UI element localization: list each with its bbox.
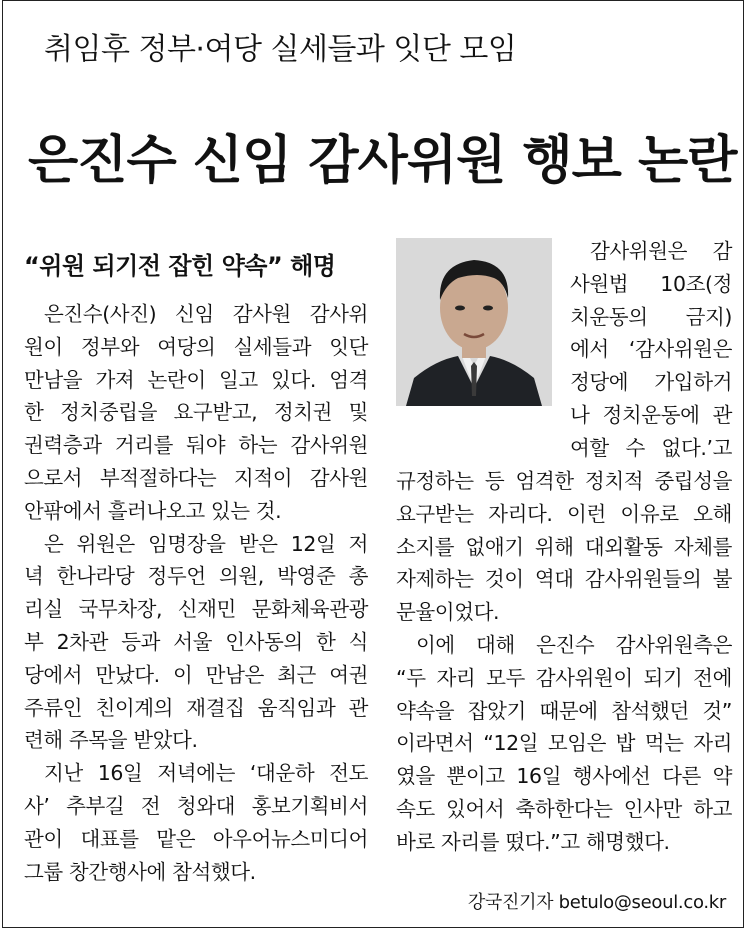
paragraph-line: 약속을 잡았기 때문에 참석했던 것” (396, 698, 732, 723)
paragraph-line: 으로서 부적절하다는 지적이 감사원 (24, 465, 368, 490)
subheadline: 취임후 정부·여당 실세들과 잇단 모임 (44, 32, 517, 67)
paragraph-line: 사원법 10조(정 (570, 271, 732, 296)
paragraph-line: 주류인 친이계의 재결집 움직임과 관 (24, 695, 368, 720)
paragraph-line: 그룹 창간행사에 참석했다. (24, 859, 256, 884)
paragraph-line: 안팎에서 흘러나오고 있는 것. (24, 498, 282, 523)
paragraph-line: 당에서 만났다. 이 만남은 최근 여권 (24, 662, 368, 687)
paragraph-line: 은진수(사진) 신임 감사원 감사위 (44, 302, 368, 326)
paragraph-line: “두 자리 모두 감사위원이 되기 전에 (396, 665, 732, 690)
paragraph-line: 나 정치운동에 관 (570, 402, 732, 427)
paragraph-line: 소지를 없애기 위해 대외활동 자체를 (396, 534, 732, 559)
paragraph-line: 지난 16일 저녁에는 ‘대운하 전도 (44, 761, 368, 786)
paragraph-line: 련해 주목을 받았다. (24, 728, 198, 753)
paragraph-line: 만남을 가져 논란이 일고 있다. 엄격 (24, 367, 368, 392)
paragraph-line: 이에 대해 은진수 감사위원측은 (416, 632, 732, 657)
paragraph-line: 이라면서 “12일 모임은 밥 먹는 자리 (396, 731, 732, 756)
paragraph-line: 녁 한나라당 정두언 의원, 박영준 총 (24, 564, 368, 589)
right-column-top (570, 235, 732, 465)
paragraph-line: 정당에 가입하거 (570, 370, 732, 395)
paragraph-line: 원이 정부와 여당의 실세들과 잇단 (24, 334, 368, 359)
paragraph-line: 감사위원은 감 (590, 239, 732, 263)
left-column (24, 298, 368, 888)
section-heading: “위원 되기전 잡힌 약속” 해명 (24, 252, 336, 280)
paragraph-line: 바로 자리를 떴다.”고 해명했다. (396, 829, 670, 854)
right-column-bottom (396, 465, 732, 859)
paragraph-line: 치운동의 금지) (570, 304, 732, 329)
paragraph-line: 에서 ‘감사위원은 (570, 337, 732, 362)
paragraph-line: 부 2차관 등과 서울 인사동의 한 식 (24, 629, 368, 654)
portrait-photo (396, 238, 552, 406)
paragraph-line: 속도 있어서 축하한다는 인사만 하고 (396, 796, 732, 821)
paragraph-line: 사’ 추부길 전 청와대 홍보기획비서 (24, 793, 368, 818)
paragraph-line: 여할 수 없다.’고 (570, 435, 732, 460)
paragraph-line: 문율이었다. (396, 600, 500, 625)
paragraph-line: 리실 국무차장, 신재민 문화체육관광 (24, 597, 368, 622)
paragraph-line: 였을 뿐이고 16일 행사에선 다른 약 (396, 764, 732, 789)
portrait-icon (396, 238, 552, 406)
paragraph-line: 관이 대표를 맡은 아우어뉴스미디어 (24, 826, 368, 851)
headline: 은진수 신임 감사위원 행보 논란 (28, 131, 737, 191)
paragraph-line: 요구받는 자리다. 이런 이유로 오해 (396, 501, 732, 526)
byline: 강국진기자 betulo@seoul.co.kr (467, 892, 726, 913)
paragraph-line: 규정하는 등 엄격한 정치적 중립성을 (396, 469, 732, 493)
paragraph-line: 권력층과 거리를 둬야 하는 감사위원 (24, 433, 368, 458)
paragraph-line: 자제하는 것이 역대 감사위원들의 불 (396, 567, 732, 592)
paragraph-line: 은 위원은 임명장을 받은 12일 저 (44, 531, 368, 556)
paragraph-line: 한 정치중립을 요구받고, 정치권 및 (24, 400, 368, 425)
